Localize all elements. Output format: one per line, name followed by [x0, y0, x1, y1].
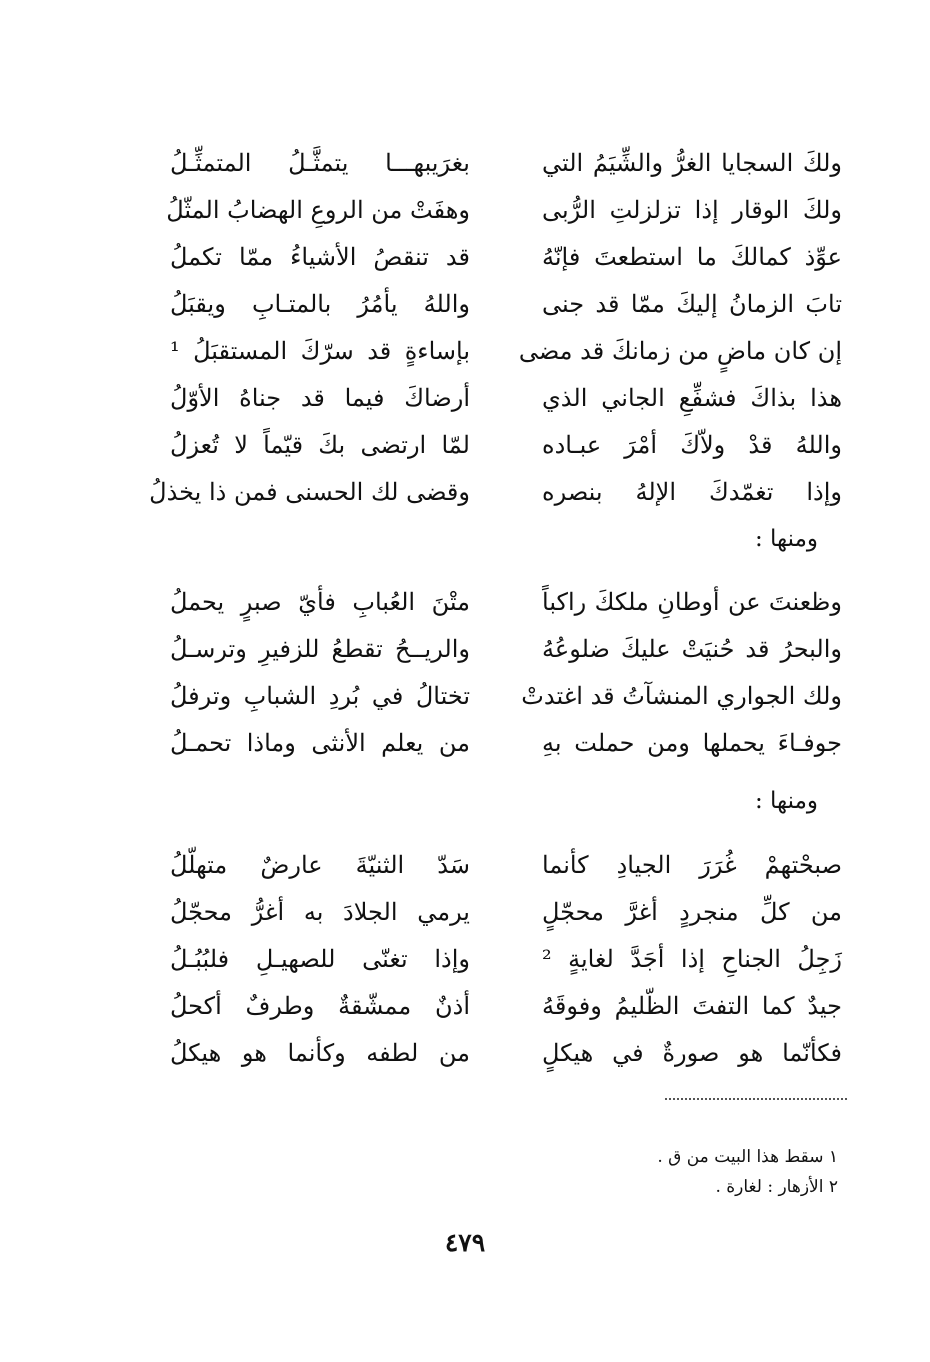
- verse: [170, 676, 842, 723]
- verse-first-hemistich: ولك الجواري المنشآتُ قد اغتدتْ: [521, 682, 842, 710]
- verse-second-hemistich: سَدّ الثنيّةَ عارضٌ متهلّلُ: [170, 851, 470, 879]
- footnote: ١ سقط هذا البيت من ق .: [657, 1147, 838, 1167]
- verse: [170, 892, 842, 939]
- verse-first-hemistich: ولكَ الوقار إذا تزلزلتِ الرُّبى: [542, 196, 842, 224]
- verse-second-hemistich: أذنٌ ممشّقةٌ وطرفٌ أكحلُ: [170, 992, 470, 1020]
- verse: [170, 723, 842, 770]
- footnote-divider: [665, 1098, 847, 1100]
- verse-first-hemistich: جوفـاءَ يحملها ومن حملت بهِ: [542, 729, 842, 757]
- verse-second-hemistich: متْنَ العُبابِ فأيّ صبرٍ يحملُ: [170, 588, 470, 616]
- verse-first-hemistich: تابَ الزمانُ إليكَ ممّا قد جنى: [542, 290, 842, 318]
- verse-first-hemistich: عوِّذ كمالكَ ما استطعتَ فإنّهُ: [542, 243, 842, 271]
- verse-second-hemistich: واللهُ يأمُرُ بالمتـابِ ويقبَلُ: [170, 290, 470, 318]
- verse-second-hemistich: من لطفه وكأنما هو هيكلُ: [170, 1039, 470, 1067]
- verse-first-hemistich: واللهُ قدْ ولاّكَ أمْرَ عبـاده: [542, 431, 842, 459]
- verse: [170, 331, 842, 378]
- verse-second-hemistich: يرمي الجلادَ به أغرُّ محجّلُ: [170, 898, 470, 926]
- verse-first-hemistich: صبحْتهمْ غُرَرَ الجيادِ كأنما: [542, 851, 842, 879]
- verse-second-hemistich: وهفَتْ من الروعِ الهضابُ المثّلُ: [166, 196, 470, 224]
- footnote: ٢ الأزهار : لغارة .: [715, 1177, 838, 1197]
- verse: [170, 582, 842, 629]
- verse-second-hemistich: وقضى لك الحسنى فمن ذا يخذلُ: [149, 478, 470, 506]
- verse: [170, 143, 842, 190]
- verse-first-hemistich: وإذا تغمّدكَ الإلهُ بنصره: [542, 478, 842, 506]
- verse: [170, 629, 842, 676]
- verse-first-hemistich: وظعنتَ عن أوطانِ ملككَ راكباً: [542, 588, 842, 616]
- verse-first-hemistich: فكأنّما هو صورةٌ في هيكلٍ: [542, 1039, 842, 1067]
- verse: [166, 190, 842, 237]
- section-heading: ومنها :: [754, 788, 818, 814]
- verse-first-hemistich: من كلِّ منجردٍ أغرَّ محجّلٍ: [542, 898, 842, 926]
- section-heading: ومنها :: [754, 526, 818, 552]
- verse-second-hemistich: من يعلم الأنثى وماذا تحمـلُ: [170, 729, 470, 757]
- verse-second-hemistich: بغرَيبهـــا يتمثَّـلُ المتمثِّـلُ: [170, 149, 470, 177]
- verse: [170, 845, 842, 892]
- footnotes: [578, 1142, 838, 1202]
- verse-first-hemistich: هذا بذاكَ فشفِّعِ الجاني الذي: [542, 384, 842, 412]
- verse-second-hemistich: والريــحُ تقطعُ للزفيرِ وترسـلُ: [170, 635, 470, 663]
- page-number: ٤٧٩: [444, 1228, 486, 1257]
- verse: [170, 986, 842, 1033]
- verse-second-hemistich: أرضاكَ فيما قد جناهُ الأوّلُ: [170, 384, 470, 412]
- poem-stanza-3: [170, 845, 842, 1080]
- verse: [149, 472, 842, 519]
- verse: [170, 939, 842, 986]
- verse-first-hemistich: إن كان ماضٍ من زمانكَ قد مضى: [518, 337, 842, 365]
- verse: [170, 425, 842, 472]
- verse-second-hemistich: تختالُ في بُردِ الشبابِ وترفلُ: [170, 682, 470, 710]
- verse: [170, 378, 842, 425]
- verse-second-hemistich: وإذا تغنّى للصهيـلِ فلبُبُـلُ: [170, 945, 470, 973]
- verse: [170, 284, 842, 331]
- verse-first-hemistich: ولكَ السجايا الغرُّ والشِّيَمُ التي: [542, 149, 842, 177]
- verse-second-hemistich: لمّا ارتضى بكَ قيّماً لا تُعزلُ: [170, 431, 470, 459]
- poem-stanza-1: [149, 143, 842, 519]
- verse-second-hemistich: بإساءةٍ قد سرّكَ المستقبَلُ ¹: [170, 337, 470, 365]
- verse-first-hemistich: زَجِلُ الجناحِ إذا أجَدَّ لغايةٍ ²: [542, 945, 842, 973]
- verse: [170, 1033, 842, 1080]
- verse-first-hemistich: جيدٌ كما التفتَ الظّليمُ وفوقَهُ: [542, 992, 842, 1020]
- poem-stanza-2: [170, 582, 842, 770]
- verse-second-hemistich: قد تنقصُ الأشياءُ ممّا تكملُ: [170, 243, 470, 271]
- verse: [170, 237, 842, 284]
- verse-first-hemistich: والبحرُ قد حُنيَتْ عليكَ ضلوعُهُ: [542, 635, 842, 663]
